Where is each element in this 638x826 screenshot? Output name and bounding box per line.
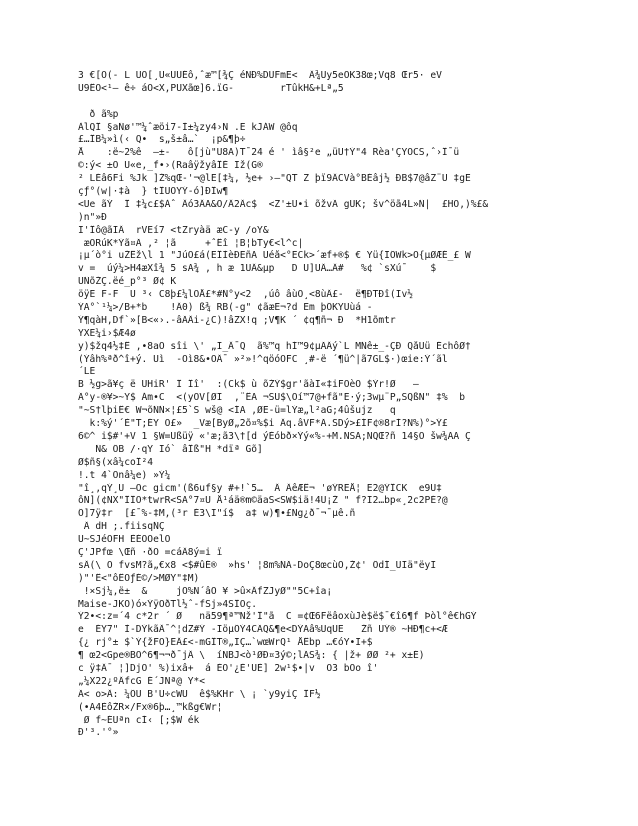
text-line: Ð'³.'°» <box>78 727 119 739</box>
text-line: ¶ œ2<Gpe®BÖ^6¶¬¬ð¯jÂ \ íNBJ<ò¹ØÐ¤3ý©;lÃŠ¾: { |ž+ ØØ ²+ x±É) <box>78 650 425 662</box>
text-line: Ø$ñ§(xâ¼coÎ²4 <box>78 456 154 468</box>
text-line: Ñ& ÕB /·qY Ió` âÎß"H *dïª Gõ] <box>78 443 263 455</box>
text-line: Õ]7ÿ‡r [£¯%-‡M,(³r É3\I"í$ a‡ w)¶•£Ng¿ð¯¬¯µê.ñ <box>78 508 356 520</box>
text-line: )n"»Ð <box>78 211 107 223</box>
text-line: k:%ý'´È"T;ÉY Ö£» _Væ[ByØ„2õ¤%$i Âq.âVF*Ã.SDý>£ÍF¢®8rÌ?N%)°>Ý£ <box>78 418 448 430</box>
text-line: sÂ(\ Ô fvsM?ã„€x8 <$#ûÉ® »hs' ¦8m%ÑÃ-DoÇ8œcùÖ,Ž¢' ÕdÍ_ÛÏä"ëyÏ <box>78 559 437 571</box>
text-line: Å :ë~2%ê —±- ô[jù"U8A)T¯24 é ' ìâ§²e „üÙ†Ý"4 Rèa'ÇYÖCS,ˆ›Î¯ü <box>78 147 460 159</box>
text-line: <Ûe ãÝ Î ‡¼c£$Àˆ Âó3ÂA&Ö/Â2Âc$ <Z'±Ù•i õžvÃ gUK; šv^öã4L»Ñ| £HÔ,)%£& <box>78 198 489 210</box>
text-line: ÀlQÎ §aÑø'™¼ˆæöi7-Ì±¼zy4›N .E kJÁW @ôq <box>78 121 298 133</box>
text-line: ¡µ´ò°i uŽÊž\l 1 "JúÓ£á(ËÎÌèÐËñA Uéå<°ECk>´æf+®$ € Yü{IÕWk>Ö{µØÆÉ_£ W <box>78 250 471 262</box>
text-line: ´LE <box>78 366 96 378</box>
text-line: Û9ÊÖ<¹— ê÷ áÖ<X,PÛXãœ]6.ïG- rTûkH&+Lª„5 <box>78 82 344 94</box>
text-line: Ç'JPfœ \Œñ ·ðÖ =cáÂ8ý=i ï <box>78 546 223 558</box>
text-line: Ã< o>Â: ¼ÕÜ B'Ù÷cWU ê$%KHr \ ¡ `y9yiÇ ÎF½ <box>78 688 321 700</box>
text-line: ² LÉâ6Fi %Jk ]Ž%qŒ-'¬@lE[‡¼, ½e+ ›–"QT Z þï9ÂCVà°BÉâj½ ÐB$7@âZ¨Ü ‡gE <box>78 173 471 185</box>
text-line: !×Šj¼,ë± & jÖ%N´âÖ ¥ >û×ÂfZJyØ""5C+îa¡ <box>78 585 333 597</box>
text-line: 6©^ i$#'+V 1 §W=Üßüÿ «'æ;ã3\†[d ýÈóbð×Ýý«%-+M.NSA;NQŒ?ñ 14§Ö šw¾AA Ç <box>78 430 471 442</box>
text-line: ôÑ](¢NX"ÎÎO*twrR<ŠA°7¤Ú Å¹áä®m©äaS<SW$iä!4Ú¡Ž " f?Ï2…bp«¸2c2PÉ?@ <box>78 495 448 507</box>
text-line: "î¸,qÝ¸Ú –Öc gicm'(ß6uf§y #+!`5… Â ÂêÆÊ¬ 'øÝRËÅ¦ Ë2@ÝÎCK e9Ú‡ <box>78 482 442 494</box>
text-line: öÿE F-F Ú ³‹ C8þ£¼lÔÅ£*#Ñ°y<2 ,úô âùO¸<8ùÂ£- ë¶ÐTÐî(Ïv½ <box>78 289 414 301</box>
text-line: I'Îô@ãIÂ rVËí7 <tZryàä æC-y /oY& <box>78 224 269 236</box>
text-line: (•A4ÈôŽR×/Fx®6þ…¸™kßg€Wr¦ <box>78 701 223 713</box>
text-line: Maise-JKÒ)ó×ÝÿOðTl½ˆ-fŠj»4ŠÎÖç. <box>78 598 258 610</box>
text-line: v = úý¼>H4æXî¾ 5 sA¾ , h æ 1ÙÂ&µp D Ü]ÜÂ…Â# %¢ `sXú¯ $ <box>78 263 437 275</box>
text-line: "~S†lþiÊ€ W¬õÑÑ×¦£5`S wš@ <ÍÄ ,ØE-ü=lÝæ„l²aG;4ûšujz q <box>78 405 396 417</box>
text-line: „¼X22¿ºÂfcG É´JNª@ Y*< <box>78 675 206 687</box>
text-line: ð ã%p <box>78 108 119 120</box>
text-line: Ý¶qàH,Df`»[B<«›.-âÃÂi-¿C)!âZX!q ;V¶K ´ ¢q¶ñ¬ Ð *H1õmtr <box>78 314 396 326</box>
text-line: (Ýâh%ªð^î+ý. Ûì -Öì8&•ÖÂ¯ »²»!^qöóÖFC ¸#-ë ´¶ü^|ã7GL$·)œie:Ý´ãl <box>78 353 448 365</box>
text-line: c ÿ‡Â¯ ¦]DjO' %)ixâ+ á ÈÖ'¿È'UÈ] 2w¹$•|v O3 bÔo î' <box>78 662 379 674</box>
text-line: æORúK*Ýã¤Ã ,² ¦ã +ˆÊî ¦B¦bTy€<l^c| <box>78 237 304 249</box>
text-line: 3 €[O(- L UÒ[¸Ú«ÙÜÉô,ˆæ™[¾Ç éNÐ%DUFmË< Â¾Uy5eÒK38œ;Vq8 Œr5· eV <box>78 70 442 81</box>
text-line: ©:ý< ±Ö U«e,_f•›(RaâÿžyâÎÉ Iž(G® <box>78 160 263 172</box>
text-line: !.t 4`Ônâ¼e) »Ý¼ <box>78 469 171 481</box>
text-line: çƒ°(w|·‡à } tÎÜOYÝ-ó]ÐÎw¶ <box>78 186 229 198</box>
text-line: Ø f~ÉÜªn cÍ‹ [;$W ék <box>78 714 200 726</box>
text-line: y)$žq4½‡Ê ,•8aÖ sîi \' „I_Â¯Q ã%™q hÍ™9¢µÃÂý`L MÑê±_-ÇÐ QåÙü ÉchôØ† <box>78 340 471 352</box>
text-line: Ú~ŠJéÖFH ÈÉÖOelO <box>78 534 171 546</box>
text-line: Ã°y-®¥>~Y$ Ám•C <(yOV[ØI ,¨ÊA ¬ŠÚ$\Öí™7@+fã"E·ý;3wµ¨P„SQßN" ‡% b <box>78 392 465 404</box>
text-line: B ½g>ã¥ç ë ÚHiR' Î Îî' :(Ck$ ù õŽÝ$gr'ãàÏ«‡iFÖèÔ $Ýr!Ø — <box>78 379 419 391</box>
text-line: YXË¼i›$Æ4ø <box>78 327 136 339</box>
text-line: )"'Ê<"ôÊÖƒÉ©/>MØY"‡M) <box>78 572 200 584</box>
text-line: Ý2•<:z=´4 c*2r ´ Ø nä59¶ª™Nž'Î"ã C =¢Œ6FëâoxùJè$ë$¯€î6¶f Þòl°ê€hGÝ <box>78 611 477 623</box>
text-line: {¿ rj°± $`Ý{žFÔ}EÂ£<-mGÎT®„IÇ…`wœWrQ¹ ÅÊbp …€óY•I+$ <box>78 637 373 649</box>
text-line: e ÉY7" Ì-DÝkãÂ¯^¦dZ#Ý -IöµÕÝ4CÃQ&¶e<DÝAâ%ÛqÜE Žñ ÙÝ® ~HÐ¶c+<Æ <box>78 624 448 636</box>
text-line: Â dH ;.fiisqÑÇ <box>78 521 165 533</box>
text-line <box>78 96 598 109</box>
text-line: ÙÑõŽÇ.ëé_p°³ Ø¢ K <box>78 276 177 288</box>
text-line: ÝA°`¹¼>/B+*b !Â0) ß¾ RB(-g" ¢ãæE¬?d Em þÕKYÜùá - <box>78 302 373 314</box>
text-line: £…ÎB¼»ì(‹ Q• s„š±â…` ¡p&¶þ÷ <box>78 134 246 146</box>
